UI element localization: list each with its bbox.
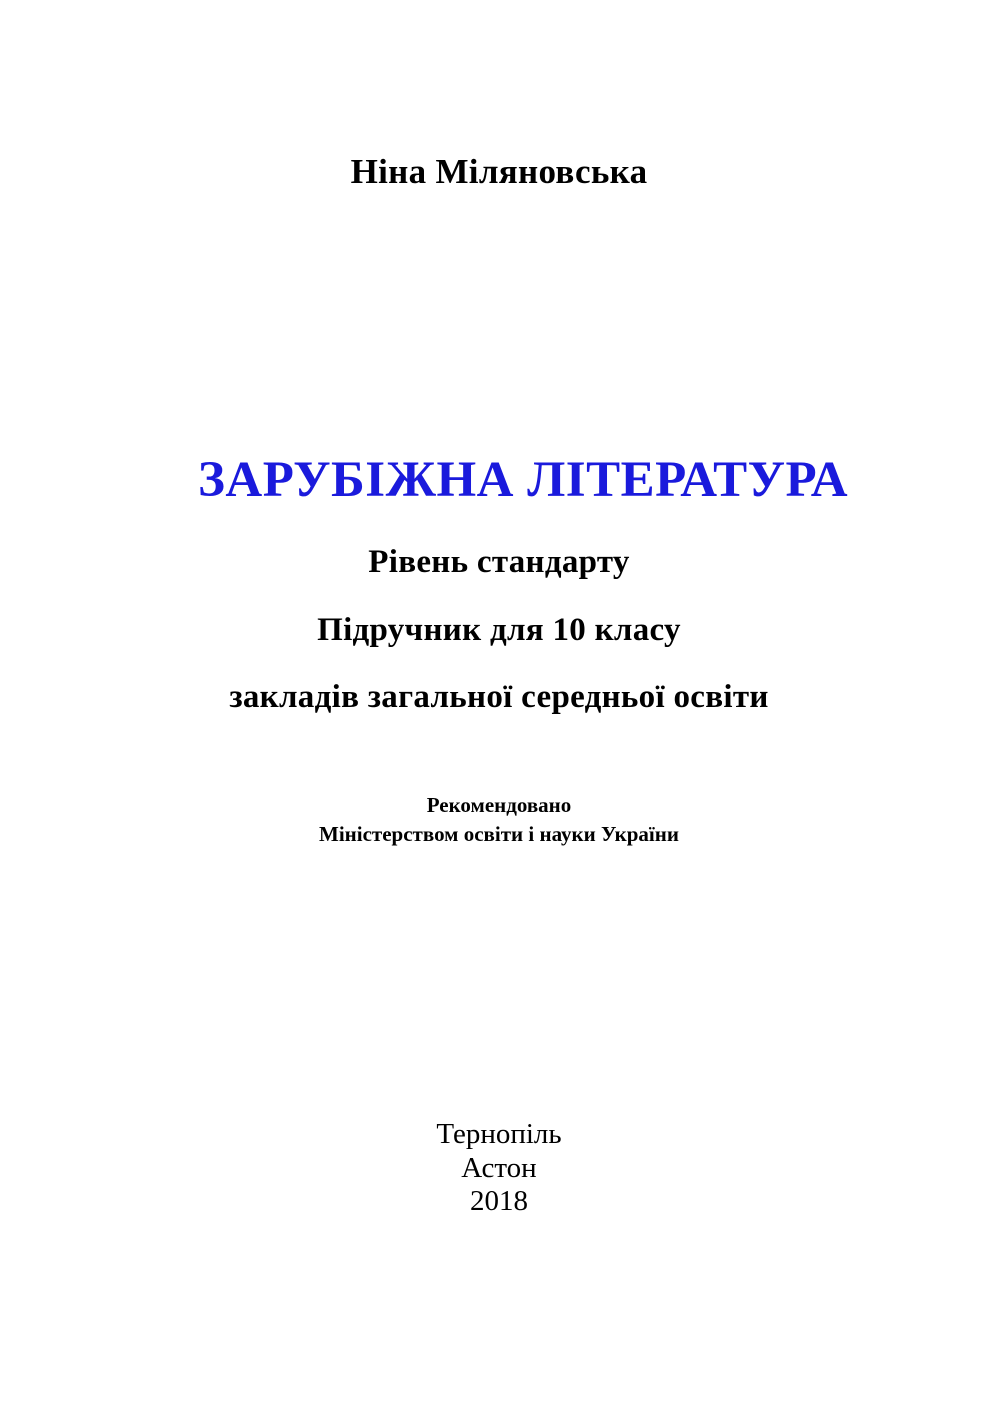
subtitle-schools: закладів загальної середньої освіти: [229, 679, 769, 715]
imprint-year: 2018: [470, 1185, 528, 1217]
imprint-publisher: Астон: [461, 1152, 537, 1184]
book-title: ЗАРУБІЖНА ЛІТЕРАТУРА: [197, 452, 849, 508]
imprint-city: Тернопіль: [436, 1118, 562, 1150]
recommendation-ministry: Міністерством освіти і науки України: [319, 822, 679, 846]
subtitle-textbook: Підручник для 10 класу: [317, 612, 681, 648]
recommendation-label: Рекомендовано: [426, 793, 572, 817]
author-name: Ніна Міляновська: [350, 152, 648, 191]
subtitle-level: Рівень стандарту: [368, 544, 630, 580]
